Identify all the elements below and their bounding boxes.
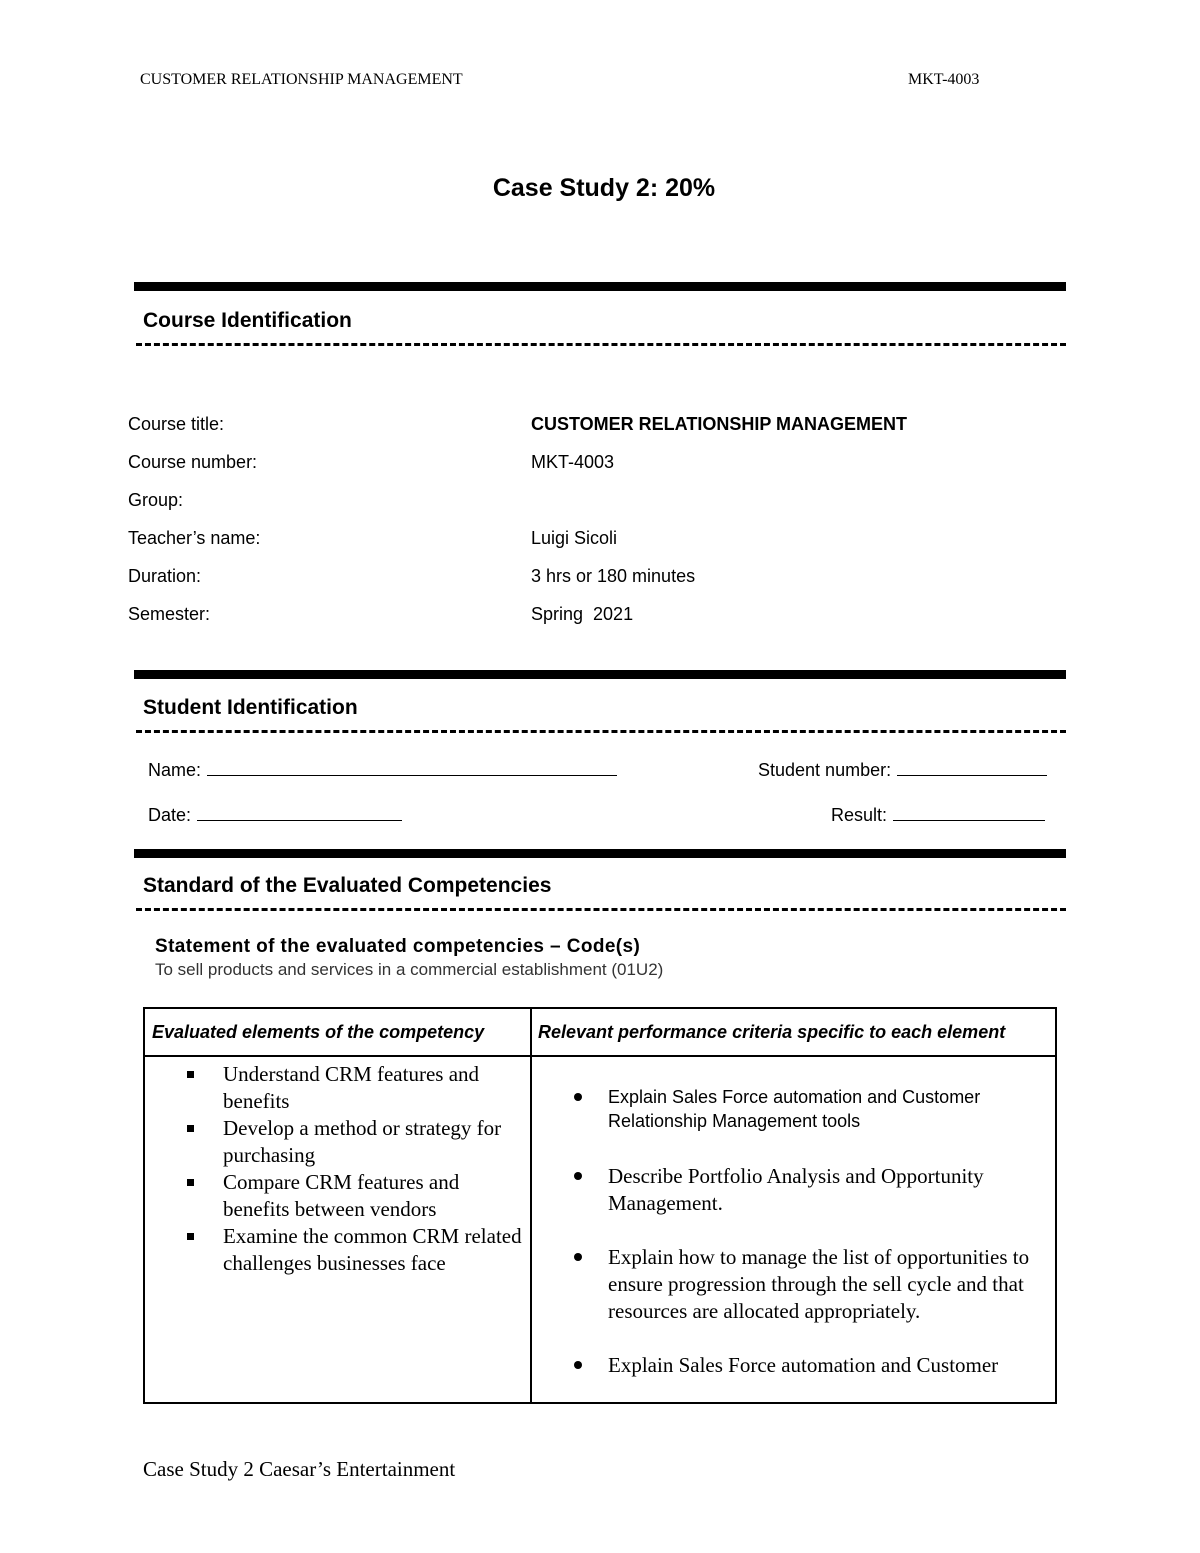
duration-label: Duration: [128, 566, 202, 586]
student-name-label: Name: [148, 760, 202, 780]
running-header-code: MKT-4003 [908, 71, 980, 88]
list-item: Explain Sales Force automation and Customer [570, 1352, 1057, 1379]
list-item: Describe Portfolio Analysis and Opportunity Management. [570, 1163, 1057, 1217]
list-item: Understand CRM features and benefits [185, 1061, 525, 1115]
list-item: Compare CRM features and benefits between vendors [185, 1169, 525, 1223]
square-bullet-icon [187, 1071, 194, 1078]
student-number-field[interactable] [758, 757, 1047, 781]
semester-label: Semester: [128, 604, 211, 624]
list-item: Examine the common CRM related challenges businesses face [185, 1223, 525, 1277]
list-item: Develop a method or strategy for purchasing [185, 1115, 525, 1169]
group-label: Group: [128, 490, 184, 510]
square-bullet-icon [187, 1179, 194, 1186]
competency-statement-title: Statement of the evaluated competencies – Code(s) [155, 936, 641, 957]
page-footer: Case Study 2 Caesar’s Entertainment [143, 1457, 456, 1481]
list-item: Explain Sales Force automation and Customer Relationship Management tools [570, 1085, 1057, 1133]
table-header-elements: Evaluated elements of the competency [152, 1022, 485, 1042]
section-dashed-rule [136, 730, 1066, 733]
competency-table [143, 1007, 1057, 1404]
section-dashed-rule [136, 908, 1066, 911]
competency-elements-list [185, 1061, 525, 1277]
square-bullet-icon [187, 1233, 194, 1240]
competency-statement-text: To sell products and services in a commercial establishment (01U2) [155, 960, 664, 979]
list-item: Explain how to manage the list of opportunities to ensure progression through the sell cycle and that resources are allocated appropriately. [570, 1244, 1057, 1325]
date-blank[interactable] [197, 802, 402, 821]
table-header-divider [145, 1055, 1055, 1057]
student-identification-heading: Student Identification [143, 696, 358, 719]
section-rule [134, 670, 1066, 679]
date-field[interactable] [148, 802, 402, 826]
duration-value: 3 hrs or 180 minutes [531, 566, 696, 586]
table-header-criteria: Relevant performance criteria specific to each element [538, 1022, 1006, 1042]
teacher-name-value: Luigi Sicoli [531, 528, 618, 548]
student-number-label: Student number: [758, 760, 892, 780]
result-blank[interactable] [893, 802, 1045, 821]
section-rule [134, 282, 1066, 291]
course-title-label: Course title: [128, 414, 225, 434]
performance-criteria-list [570, 1085, 1057, 1404]
course-identification-heading: Course Identification [143, 309, 352, 332]
round-bullet-icon [574, 1093, 582, 1101]
course-number-value: MKT-4003 [531, 452, 615, 472]
result-label: Result: [831, 805, 888, 825]
table-column-divider [530, 1009, 532, 1402]
student-name-blank[interactable] [207, 757, 617, 776]
round-bullet-icon [574, 1253, 582, 1261]
student-name-field[interactable] [148, 757, 617, 781]
running-header-course: CUSTOMER RELATIONSHIP MANAGEMENT [140, 71, 463, 88]
section-dashed-rule [136, 343, 1066, 346]
square-bullet-icon [187, 1125, 194, 1132]
round-bullet-icon [574, 1361, 582, 1369]
date-label: Date: [148, 805, 192, 825]
section-rule [134, 849, 1066, 858]
course-title-value: CUSTOMER RELATIONSHIP MANAGEMENT [531, 414, 908, 434]
semester-value: Spring 2021 [531, 604, 634, 624]
student-number-blank[interactable] [897, 757, 1047, 776]
document-title: Case Study 2: 20% [492, 174, 716, 202]
standard-competencies-heading: Standard of the Evaluated Competencies [143, 874, 552, 897]
teacher-name-label: Teacher’s name: [128, 528, 261, 548]
course-number-label: Course number: [128, 452, 258, 472]
result-field[interactable] [831, 802, 1045, 826]
round-bullet-icon [574, 1172, 582, 1180]
